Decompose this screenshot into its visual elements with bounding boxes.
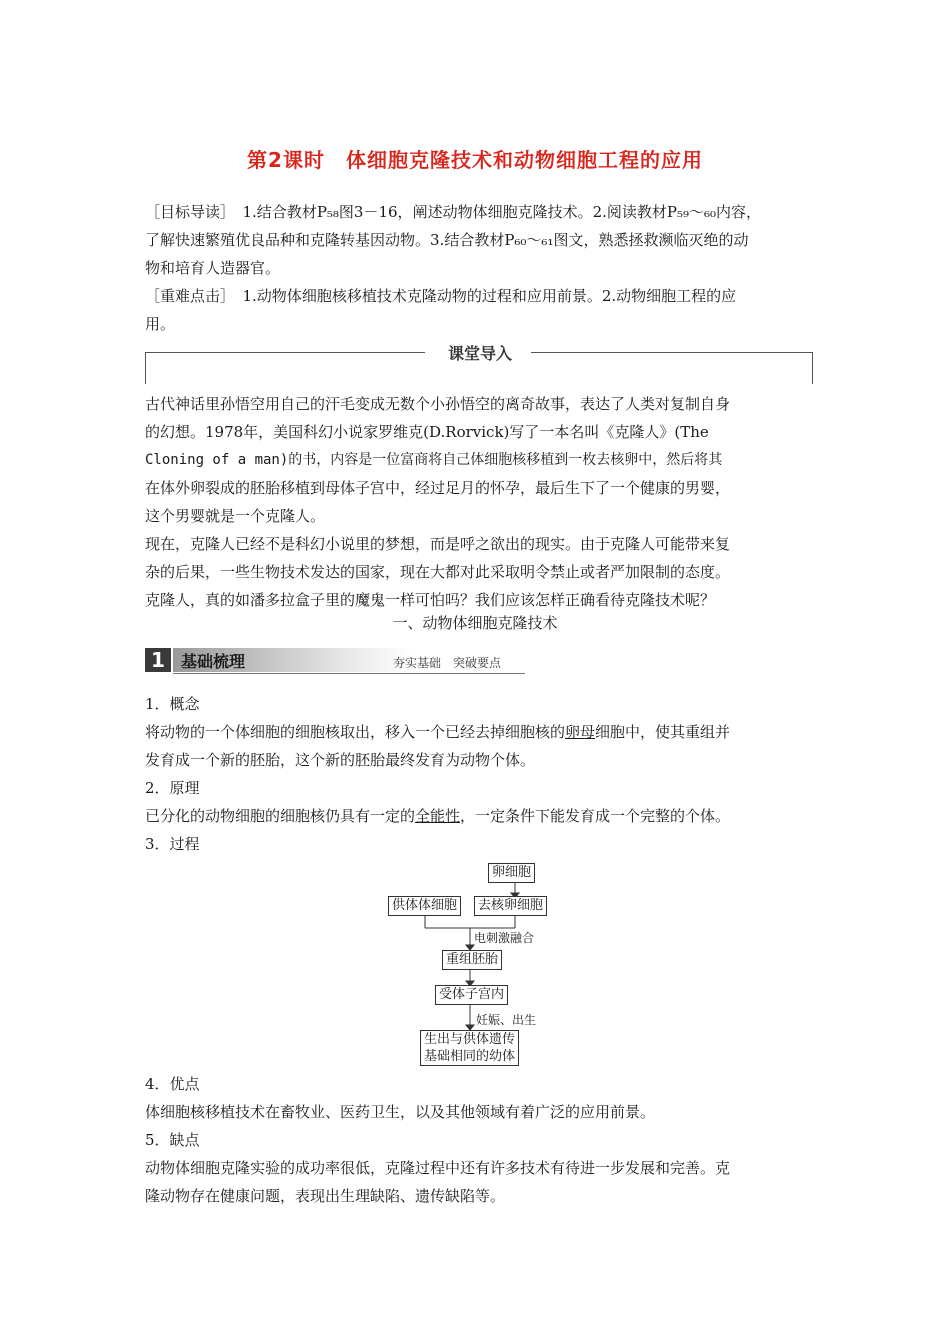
disadvantage-line: 动物体细胞克隆实验的成功率很低，克隆过程中还有许多技术有待进一步发展和完善。克 [145,1159,731,1177]
principle-text: 已分化的动物细胞的细胞核仍具有一定的 [145,807,416,825]
concept-blank-answer: 卵母 [565,723,596,741]
donor-cell-box: 供体体细胞 [388,896,461,916]
key-points [145,282,813,338]
goals-line: 了解快速繁殖优良品种和克隆转基因动物。3.结合教材P₆₀～₆₁图文，熟悉拯救濒临灭绝的动 [145,231,749,249]
section-title: 一、动物体细胞克隆技术 [392,614,558,632]
goals-line: 物和培育人造器官。 [145,259,281,277]
intro-line: 这个男婴就是一个克隆人。 [145,507,326,525]
intro-line: 的幻想。1978年，美国科幻小说家罗维克(D.Rorvick)写了一本名叫《克隆人》(The [145,423,709,441]
concept-text: 将动物的一个体细胞的细胞核取出，移入一个已经去掉细胞核的 [145,723,566,741]
page-title: 第2课时 体细胞克隆技术和动物细胞工程的应用 [247,148,703,172]
intro-text [145,390,813,614]
goals-line: ［目标导读］ 1.结合教材P₅₈图3－16，阐述动物体细胞克隆技术。2.阅读教材P₅₉～₆₀内容， [145,203,762,221]
section-banner [145,648,525,674]
intro-label: 课堂导入 [447,344,512,363]
banner-subtitle: 夯实基础 突破要点 [393,656,502,670]
recipient-uterus-box: 受体子宫内 [435,985,508,1005]
advantages-section [145,1070,813,1210]
banner-number: 1 [145,648,171,672]
cloning-flowchart [380,860,570,1070]
pregnancy-step-label: 妊娠、出生 [476,1013,537,1027]
concept-text: 细胞中，使其重组并 [595,723,731,741]
keypoints-line: ［重难点击］ 1.动物体细胞核移植技术克隆动物的过程和应用前景。2.动物细胞工程的应 [145,287,737,305]
concept-heading: 1．概念 [145,695,200,713]
fusion-step-label: 电刺激融合 [474,931,535,945]
process-heading: 3．过程 [145,835,200,853]
intro-line: 古代神话里孙悟空用自己的汗毛变成无数个小孙悟空的离奇故事，表达了人类对复制自身 [145,395,731,413]
intro-line: 克隆人，真的如潘多拉盒子里的魔鬼一样可怕吗？我们应该怎样正确看待克隆技术呢？ [145,591,716,609]
offspring-line: 生出与供体遗传 [424,1032,516,1047]
offspring-box [420,1030,519,1066]
principle-line [145,802,813,830]
principle-heading: 2．原理 [145,779,200,797]
intro-line: 杂的后果，一些生物技术发达的国家，现在大都对此采取明令禁止或者严加限制的态度。 [145,563,731,581]
principle-text: ，一定条件下能发育成一个完整的个体。 [460,807,731,825]
banner-title: 基础梳理 [181,652,246,671]
keypoints-line: 用。 [145,315,176,333]
disadvantage-heading: 5．缺点 [145,1131,200,1149]
enucleated-egg-box: 去核卵细胞 [474,896,547,916]
advantage-line: 体细胞核移植技术在畜牧业、医药卫生，以及其他领域有着广泛的应用前景。 [145,1103,656,1121]
disadvantage-line: 隆动物存在健康问题，表现出生理缺陷、遗传缺陷等。 [145,1187,506,1205]
learning-goals [145,198,813,282]
concept-section [145,690,813,858]
egg-cell-box: 卵细胞 [488,863,535,883]
reconstructed-embryo-box: 重组胚胎 [442,950,502,970]
intro-header-frame [145,344,813,384]
concept-line [145,718,813,746]
intro-line: 在体外卵裂成的胚胎移植到母体子宫中，经过足月的怀孕，最后生下了一个健康的男婴， [145,479,731,497]
concept-line: 发育成一个新的胚胎，这个新的胚胎最终发育为动物个体。 [145,751,536,769]
principle-blank-answer: 全能性 [415,807,461,825]
intro-line: Cloning of a man)的书，内容是一位富商将自己体细胞核移植到一枚去核卵中，然后将其 [145,452,723,468]
advantage-heading: 4．优点 [145,1075,200,1093]
offspring-line: 基础相同的幼体 [424,1049,516,1064]
intro-line: 现在，克隆人已经不是科幻小说里的梦想，而是呼之欲出的现实。由于克隆人可能带来复 [145,535,731,553]
